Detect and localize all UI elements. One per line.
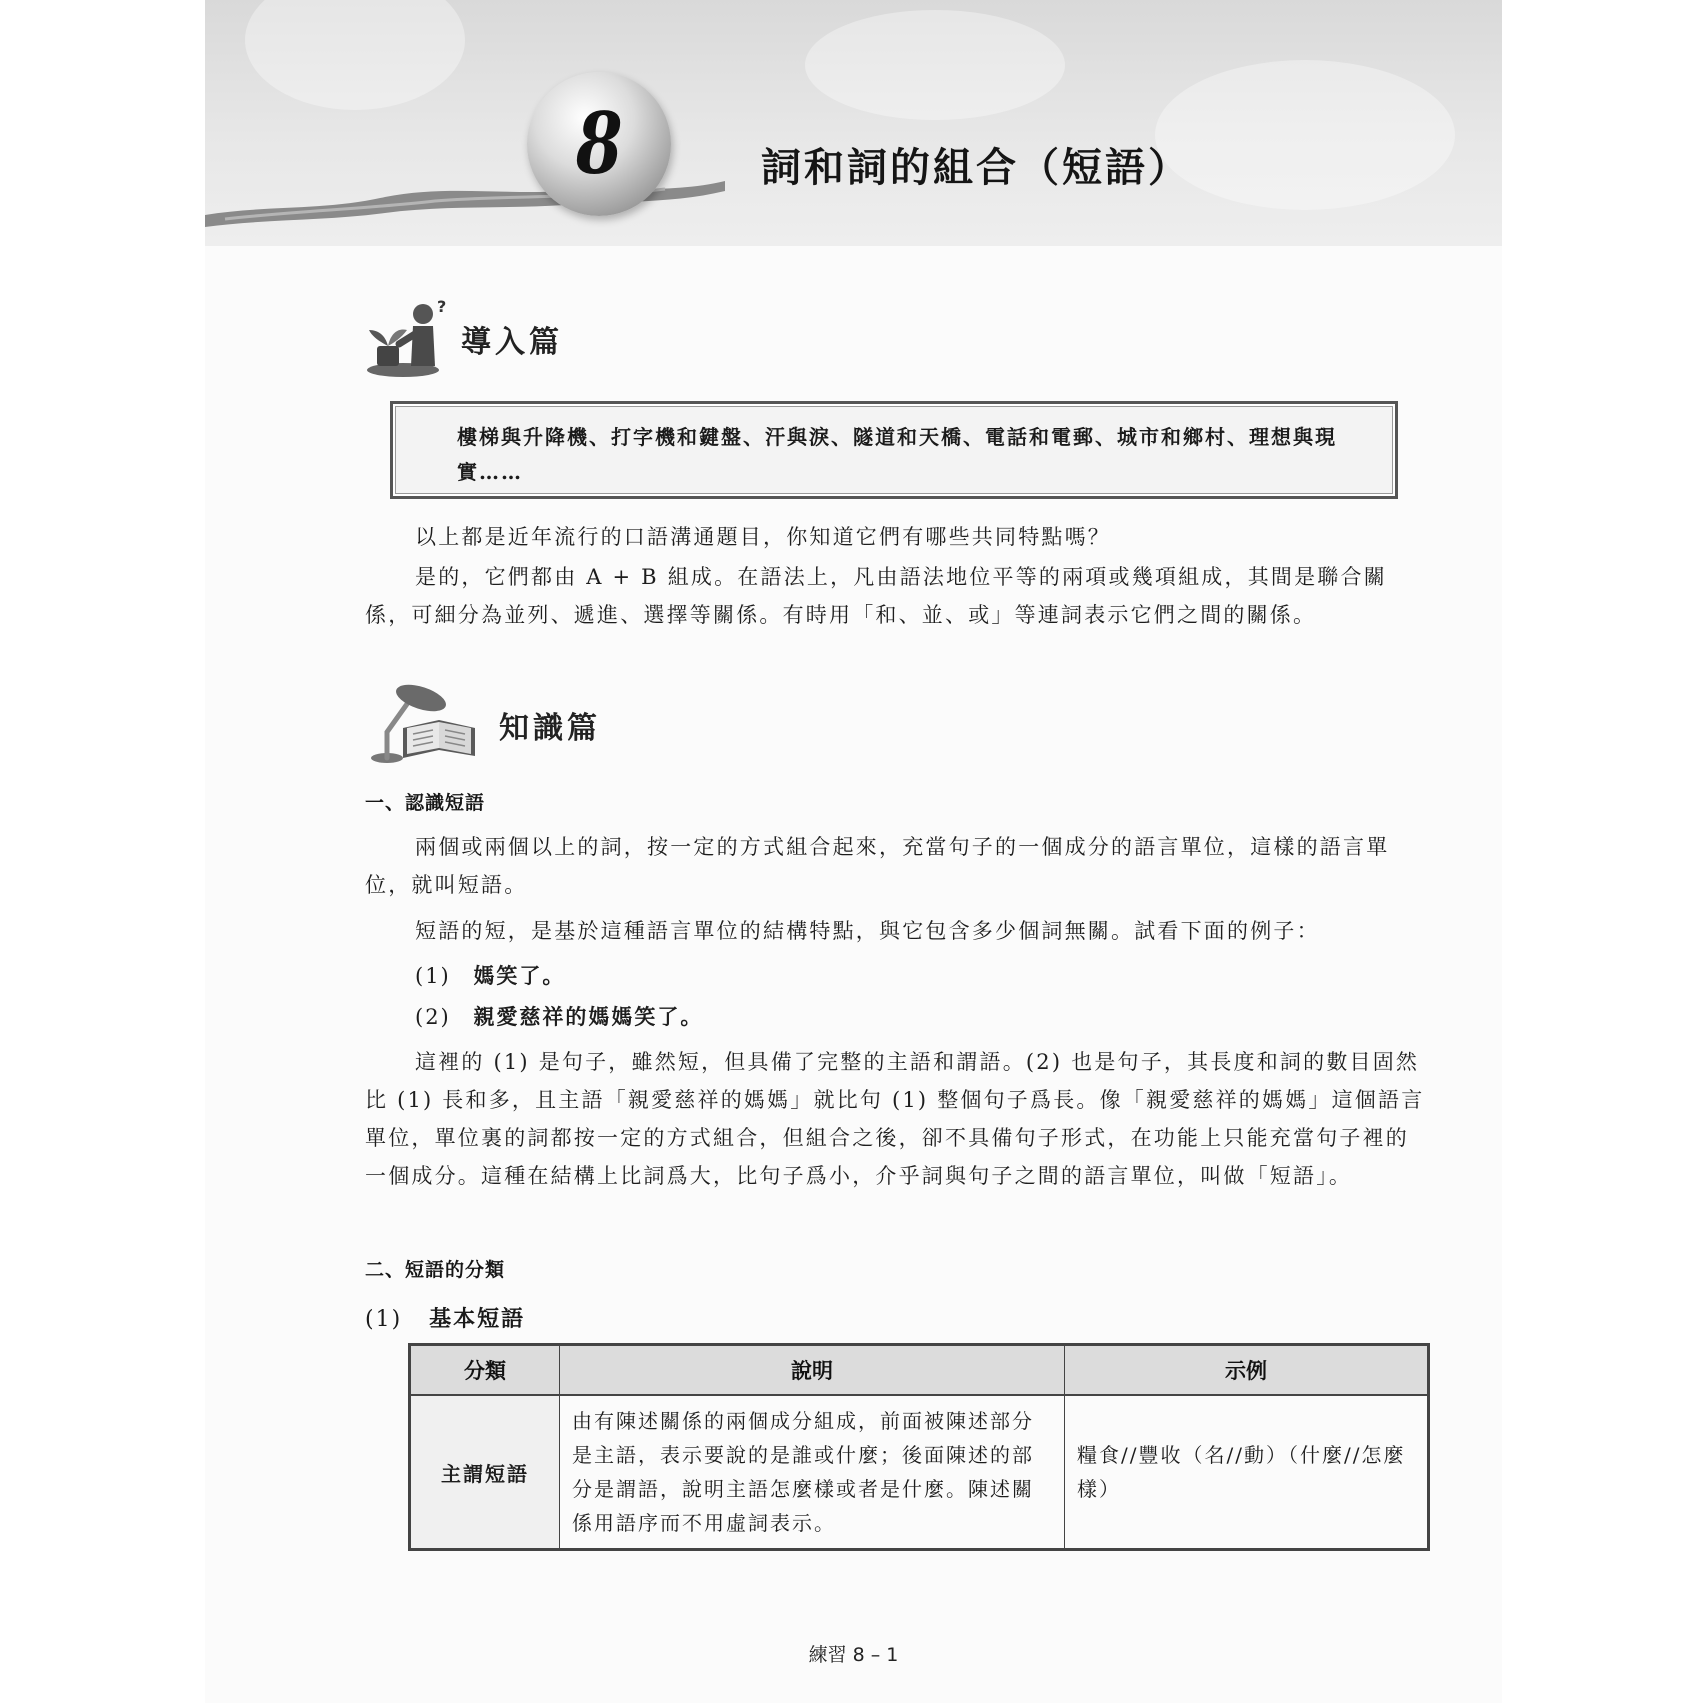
table-cell-category: 主謂短語 — [410, 1395, 560, 1550]
phrase-classification-table — [408, 1343, 1430, 1551]
header-texture — [805, 10, 1065, 120]
basic-phrase-label: 基本短語 — [429, 1307, 526, 1332]
chapter-title: 詞和詞的組合（短語） — [761, 145, 1191, 191]
intro-paragraph-1: 以上都是近年流行的口語溝通題目，你知道它們有哪些共同特點嗎？ — [415, 525, 1111, 549]
example-text: 媽笑了。 — [473, 963, 566, 988]
example-item-2 — [415, 1001, 703, 1031]
header-texture — [245, 0, 465, 110]
subsection-heading-2: 二、短語的分類 — [365, 1259, 506, 1281]
table-cell-description: 由有陳述關係的兩個成分組成，前面被陳述部分是主語，表示要說的是誰或什麼；後面陳述的部分是謂語，說明主語怎麼樣或者是什麼。陳述關係用語序而不用虛詞表示。 — [560, 1395, 1065, 1550]
chapter-header-band — [205, 0, 1502, 246]
person-with-plant-icon — [363, 300, 453, 378]
intro-topics-text: 樓梯與升降機、打字機和鍵盤、汗與淚、隧道和天橋、電話和電郵、城市和鄉村、理想與現實…… — [457, 425, 1337, 484]
knowledge-section-heading — [363, 682, 601, 768]
column-header-example: 示例 — [1065, 1345, 1429, 1396]
intro-paragraph-2: 是的，它們都由 A + B 組成。在語法上，凡由語法地位平等的兩項或幾項組成，其間是聯合關係，可細分為並列、遞進、選擇等關係。有時用「和、並、或」等連詞表示它們之間的關係。 — [365, 565, 1387, 627]
example-number: (1) — [415, 964, 451, 988]
column-header-description: 說明 — [560, 1345, 1065, 1396]
knowledge-heading-label: 知識篇 — [499, 711, 601, 746]
column-header-category: 分類 — [410, 1345, 560, 1396]
knowledge-paragraph-1: 兩個或兩個以上的詞，按一定的方式組合起來，充當句子的一個成分的語言單位，這樣的語言單位，就叫短語。 — [365, 835, 1390, 897]
document-page — [205, 0, 1502, 1703]
intro-heading-label: 導入篇 — [461, 325, 563, 360]
example-text: 親愛慈祥的媽媽笑了。 — [473, 1004, 704, 1029]
example-item-1 — [415, 960, 565, 990]
knowledge-paragraph-3: 這裡的 (1) 是句子，雖然短，但具備了完整的主語和謂語。(2) 也是句子，其長度和詞的數目固然比 (1) 長和多，且主語「親愛慈祥的媽媽」就比句 (1) 整個句子爲長。像「親愛慈祥的媽媽」這個語言單位，單位裏的詞都按一定的方式組合，但組合之後，卻不具備句子形式，在功能上只能充當句子裡的一個成分。這種在結構上比詞爲大，比句子爲小，介乎詞與句子之間的語言單位，叫做「短語」。 — [365, 1050, 1425, 1188]
example-number: (2) — [415, 1005, 451, 1029]
table-row — [410, 1395, 1429, 1550]
subsection-heading-1: 一、認識短語 — [365, 792, 486, 814]
table-cell-example: 糧食//豐收（名//動）（什麼//怎麼樣） — [1065, 1395, 1429, 1550]
header-texture — [1155, 60, 1455, 210]
svg-text:?: ? — [437, 300, 447, 316]
chapter-number-badge — [527, 72, 671, 216]
chapter-number: 8 — [575, 94, 623, 193]
intro-section-heading — [363, 300, 563, 378]
knowledge-paragraph-2: 短語的短，是基於這種語言單位的結構特點，與它包含多少個詞無關。試看下面的例子： — [415, 919, 1320, 943]
desk-lamp-book-icon — [363, 682, 481, 768]
intro-topics-box — [390, 401, 1398, 499]
table-header-row — [410, 1345, 1429, 1396]
page-footer: 練習 8 – 1 — [808, 1644, 899, 1666]
basic-phrase-heading — [365, 1302, 525, 1333]
basic-phrase-number: (1) — [365, 1307, 403, 1332]
